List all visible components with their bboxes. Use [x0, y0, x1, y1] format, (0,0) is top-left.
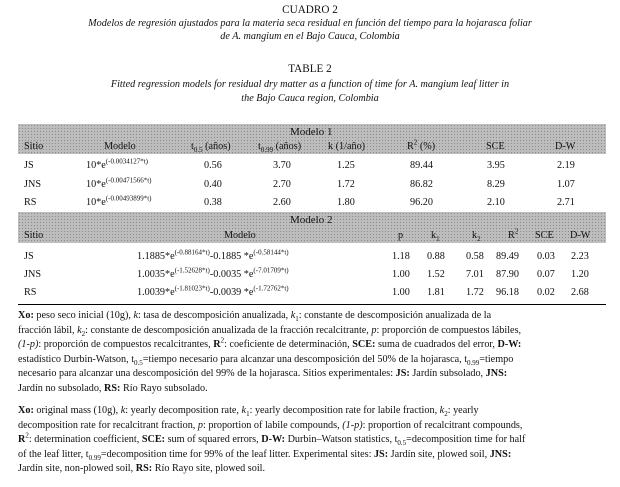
m1-header-dw: D-W [555, 141, 576, 152]
model2-band-label: Modelo 2 [290, 214, 333, 226]
m1-header-modelo: Modelo [104, 141, 136, 152]
en-caption-line-2: the Bajo Cauca region, Colombia [241, 93, 379, 104]
m2-header-sce: SCE [535, 230, 554, 241]
m2-header-r2: $R^2$ [508, 227, 519, 241]
m2-header-p: p [398, 230, 404, 241]
note-en: Xo: original mass (10g), k: yearly decomposition rate, $k_1$: yearly decomposition rate for labile fraction, $k_2$: yearly decomposition rate for recalcitrant fraction, p: proportion of labile compounds, (1-p): proportion of recalcitrant compounds, $R^2$: determination coefficient, SCE: sum of squared errors, D-W: Durbin–Watson statistics, $t_{0.5}=decomposition$ time for half of the leaf litter, $t_{0.99}=decomposition$ time for 99% of the leaf litter. Experimental sites: JS: Jardín site, plowed soil, JNS: Jardín site, non-plowed soil, RS: Río Rayo site, plowed soil. [18, 405, 526, 475]
es-caption-line-2: de A. mangium en el Bajo Cauca, Colombia [220, 31, 400, 42]
es-caption-line-1: Modelos de regresión ajustados para la materia seca residual en función del tiempo para la hojarasca foliar [88, 18, 532, 29]
m1-header-t05: $t_{0.5}$ (años) [191, 141, 231, 155]
m2-header-sitio: Sitio [24, 230, 44, 241]
es-table-title: CUADRO 2 [282, 4, 338, 16]
m1-header-sce: SCE [486, 141, 505, 152]
table-bottom-rule [18, 304, 606, 305]
en-caption-line-1: Fitted regression models for residual dry matter as a function of time for A. mangium leaf litter in [110, 79, 510, 90]
model1-band-label: Modelo 1 [290, 126, 333, 138]
m2-header-modelo: Modelo [224, 230, 256, 241]
m1-header-r2: $R^2$ (%) [407, 138, 436, 152]
m2-header-dw: D-W [570, 230, 591, 241]
m1-header-t099: $t_{0.99}$ (años) [258, 141, 302, 155]
m1-header-k: k (1/año) [328, 141, 366, 152]
note-es: Xo: peso seco inicial (10g), k: tasa de descomposición anualizada, $k_1$: constante de descomposición anualizada de la fracción lábil, $k_2$: constante de descomposición anualizada de la fracción recalcitrante, p: proporción de compuestos lábiles, (1-p): proporción de compuestos recalcitrantes, $R^2$: coeficiente de determinación, SCE: suma de cuadrados del error, D-W: estadístico Durbin-Watson, $t_{0.5}=tiempo$ necesario para alcanzar una descomposición del 50% de la hojarasca, $t_{0.99}=tiempo$ necesario para alcanzar una descomposición del 99% de la hojarasca. Sitios experimentales: JS: Jardín subsolado, JNS: Jardín no subsolado, RS: Río Rayo subsolado. [18, 310, 522, 394]
m1-header-sitio: Sitio [24, 141, 44, 152]
m2-header-k1: $k_1$ [431, 230, 440, 244]
en-table-title: TABLE 2 [288, 63, 332, 75]
m2-header-k2: $k_2$ [472, 230, 481, 244]
